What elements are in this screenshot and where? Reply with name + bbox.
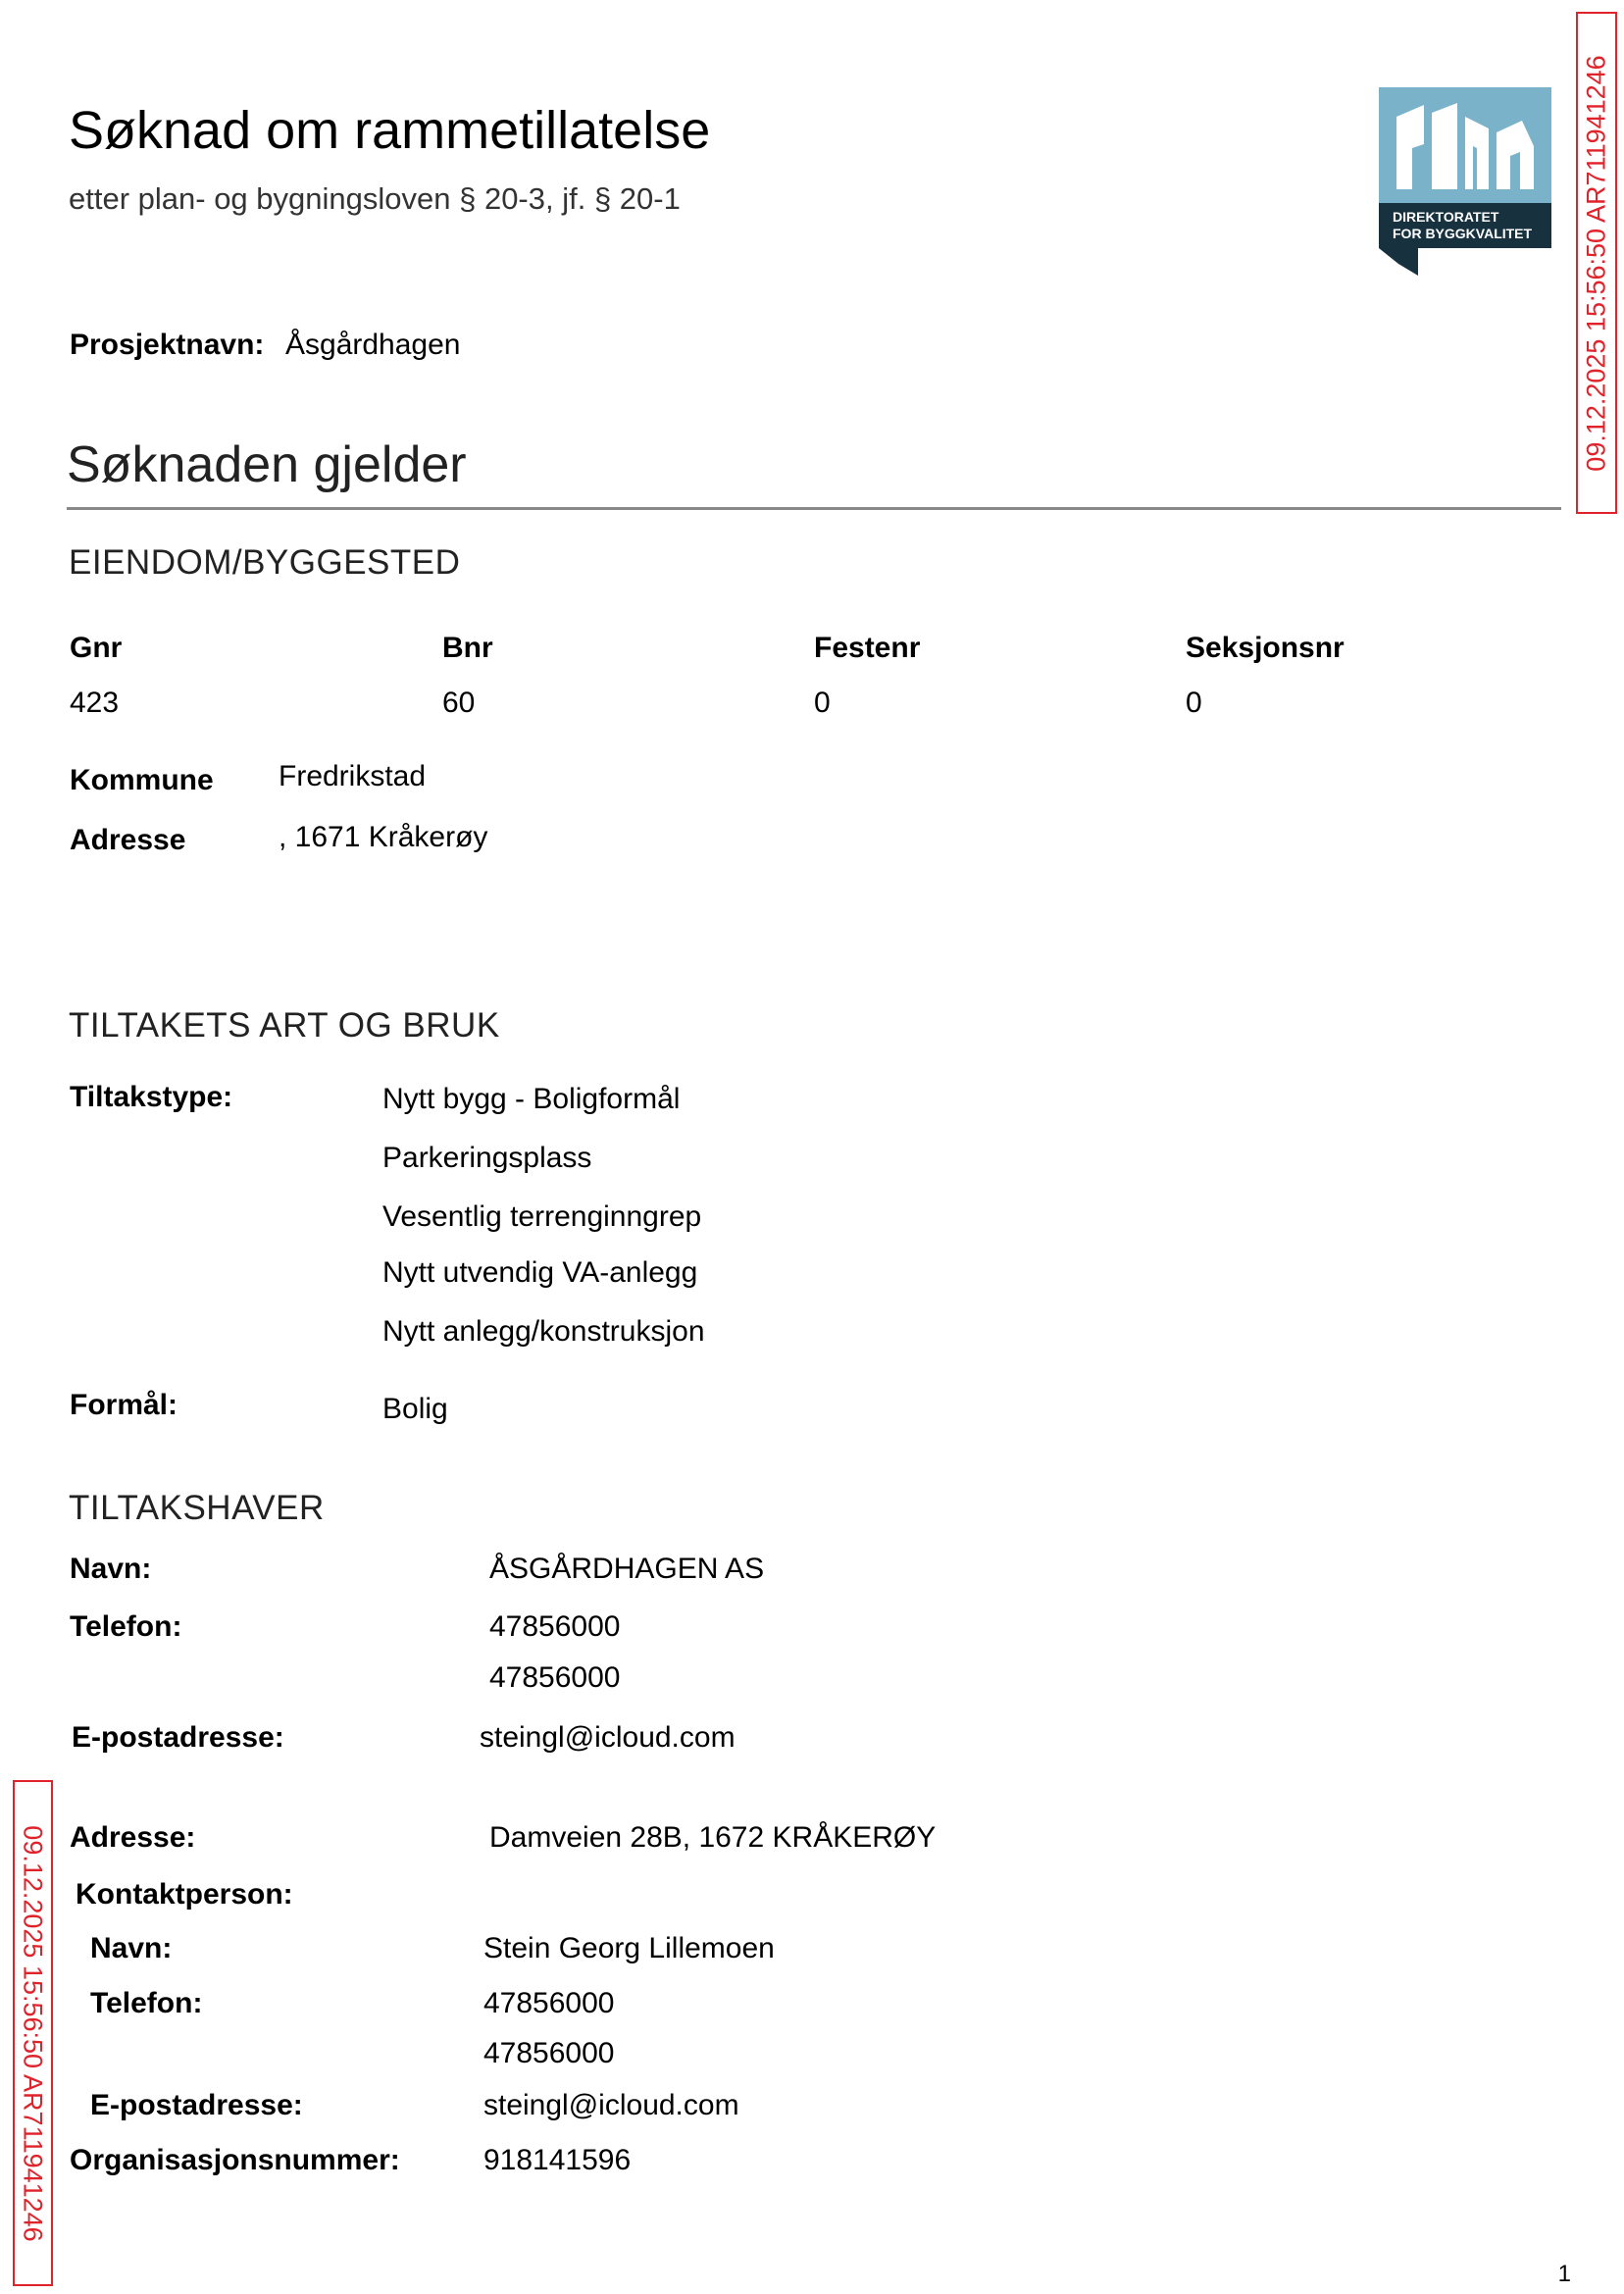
value-gnr: 423 — [70, 687, 120, 719]
logo-text-line2: FOR BYGGKVALITET — [1393, 226, 1533, 241]
owner-address-value: Damveien 28B, 1672 KRÅKERØY — [489, 1821, 937, 1854]
contact-phone-value: 47856000 — [483, 1987, 615, 2019]
municipality-value: Fredrikstad — [279, 760, 427, 792]
address-value: , 1671 Kråkerøy — [279, 821, 488, 853]
logo-text-line1: DIREKTORATET — [1393, 209, 1499, 225]
measure-type-item: Parkeringsplass — [382, 1142, 592, 1174]
col-header-bnr: Bnr — [442, 632, 493, 664]
owner-email-label: E-postadresse: — [72, 1721, 284, 1754]
owner-name-value: ÅSGÅRDHAGEN AS — [489, 1553, 765, 1585]
owner-phone-label: Telefon: — [70, 1610, 182, 1643]
document-title: Søknad om rammetillatelse — [69, 101, 711, 160]
owner-phone-value: 47856000 — [489, 1610, 621, 1643]
municipality-label: Kommune — [70, 764, 214, 796]
date-stamp-left — [13, 1780, 53, 2286]
date-stamp-top — [1576, 12, 1617, 514]
heading-divider — [67, 507, 1561, 510]
owner-address-label: Adresse: — [70, 1821, 196, 1854]
contact-phone-value-2: 47856000 — [483, 2037, 615, 2069]
section-title-property: EIENDOM/BYGGESTED — [69, 543, 461, 582]
org-number-label: Organisasjonsnummer: — [70, 2144, 400, 2176]
contact-phone-label: Telefon: — [90, 1987, 203, 2019]
col-header-gnr: Gnr — [70, 632, 123, 664]
contact-person-label: Kontaktperson: — [76, 1878, 293, 1911]
owner-email-value: steingl@icloud.com — [480, 1721, 736, 1754]
measure-type-item: Nytt utvendig VA-anlegg — [382, 1256, 698, 1289]
measure-type-item: Vesentlig terrenginngrep — [382, 1200, 702, 1233]
purpose-label: Formål: — [70, 1389, 178, 1421]
contact-name-value: Stein Georg Lillemoen — [483, 1932, 775, 1964]
col-header-festenr: Festenr — [814, 632, 921, 664]
contact-name-label: Navn: — [90, 1932, 173, 1964]
project-name-value: Åsgårdhagen — [285, 329, 461, 361]
owner-phone-value-2: 47856000 — [489, 1661, 621, 1694]
measure-type-item: Nytt bygg - Boligformål — [382, 1083, 681, 1115]
address-label: Adresse — [70, 824, 186, 856]
purpose-value: Bolig — [382, 1393, 448, 1425]
measure-type-label: Tiltakstype: — [70, 1081, 233, 1113]
main-heading: Søknaden gjelder — [67, 436, 467, 493]
contact-email-value: steingl@icloud.com — [483, 2089, 739, 2121]
page-number: 1 — [1557, 2261, 1571, 2287]
section-title-owner: TILTAKSHAVER — [69, 1489, 325, 1527]
contact-email-label: E-postadresse: — [90, 2089, 303, 2121]
project-name-label: Prosjektnavn: — [70, 329, 265, 361]
value-seksjonsnr: 0 — [1186, 687, 1202, 719]
value-festenr: 0 — [814, 687, 831, 719]
col-header-seksjonsnr: Seksjonsnr — [1186, 632, 1345, 664]
measure-type-item: Nytt anlegg/konstruksjon — [382, 1315, 705, 1348]
document-subtitle: etter plan- og bygningsloven § 20-3, jf. § 20-1 — [69, 181, 681, 216]
date-stamp-text: 09.12.2025 15:56:50 AR711941246 — [19, 1824, 48, 2242]
owner-name-label: Navn: — [70, 1553, 152, 1585]
date-stamp-text: 09.12.2025 15:56:50 AR711941246 — [1581, 54, 1611, 472]
org-number-value: 918141596 — [483, 2144, 632, 2176]
value-bnr: 60 — [442, 687, 476, 719]
section-title-measure: TILTAKETS ART OG BRUK — [69, 1006, 500, 1045]
dibk-logo — [1379, 87, 1551, 276]
